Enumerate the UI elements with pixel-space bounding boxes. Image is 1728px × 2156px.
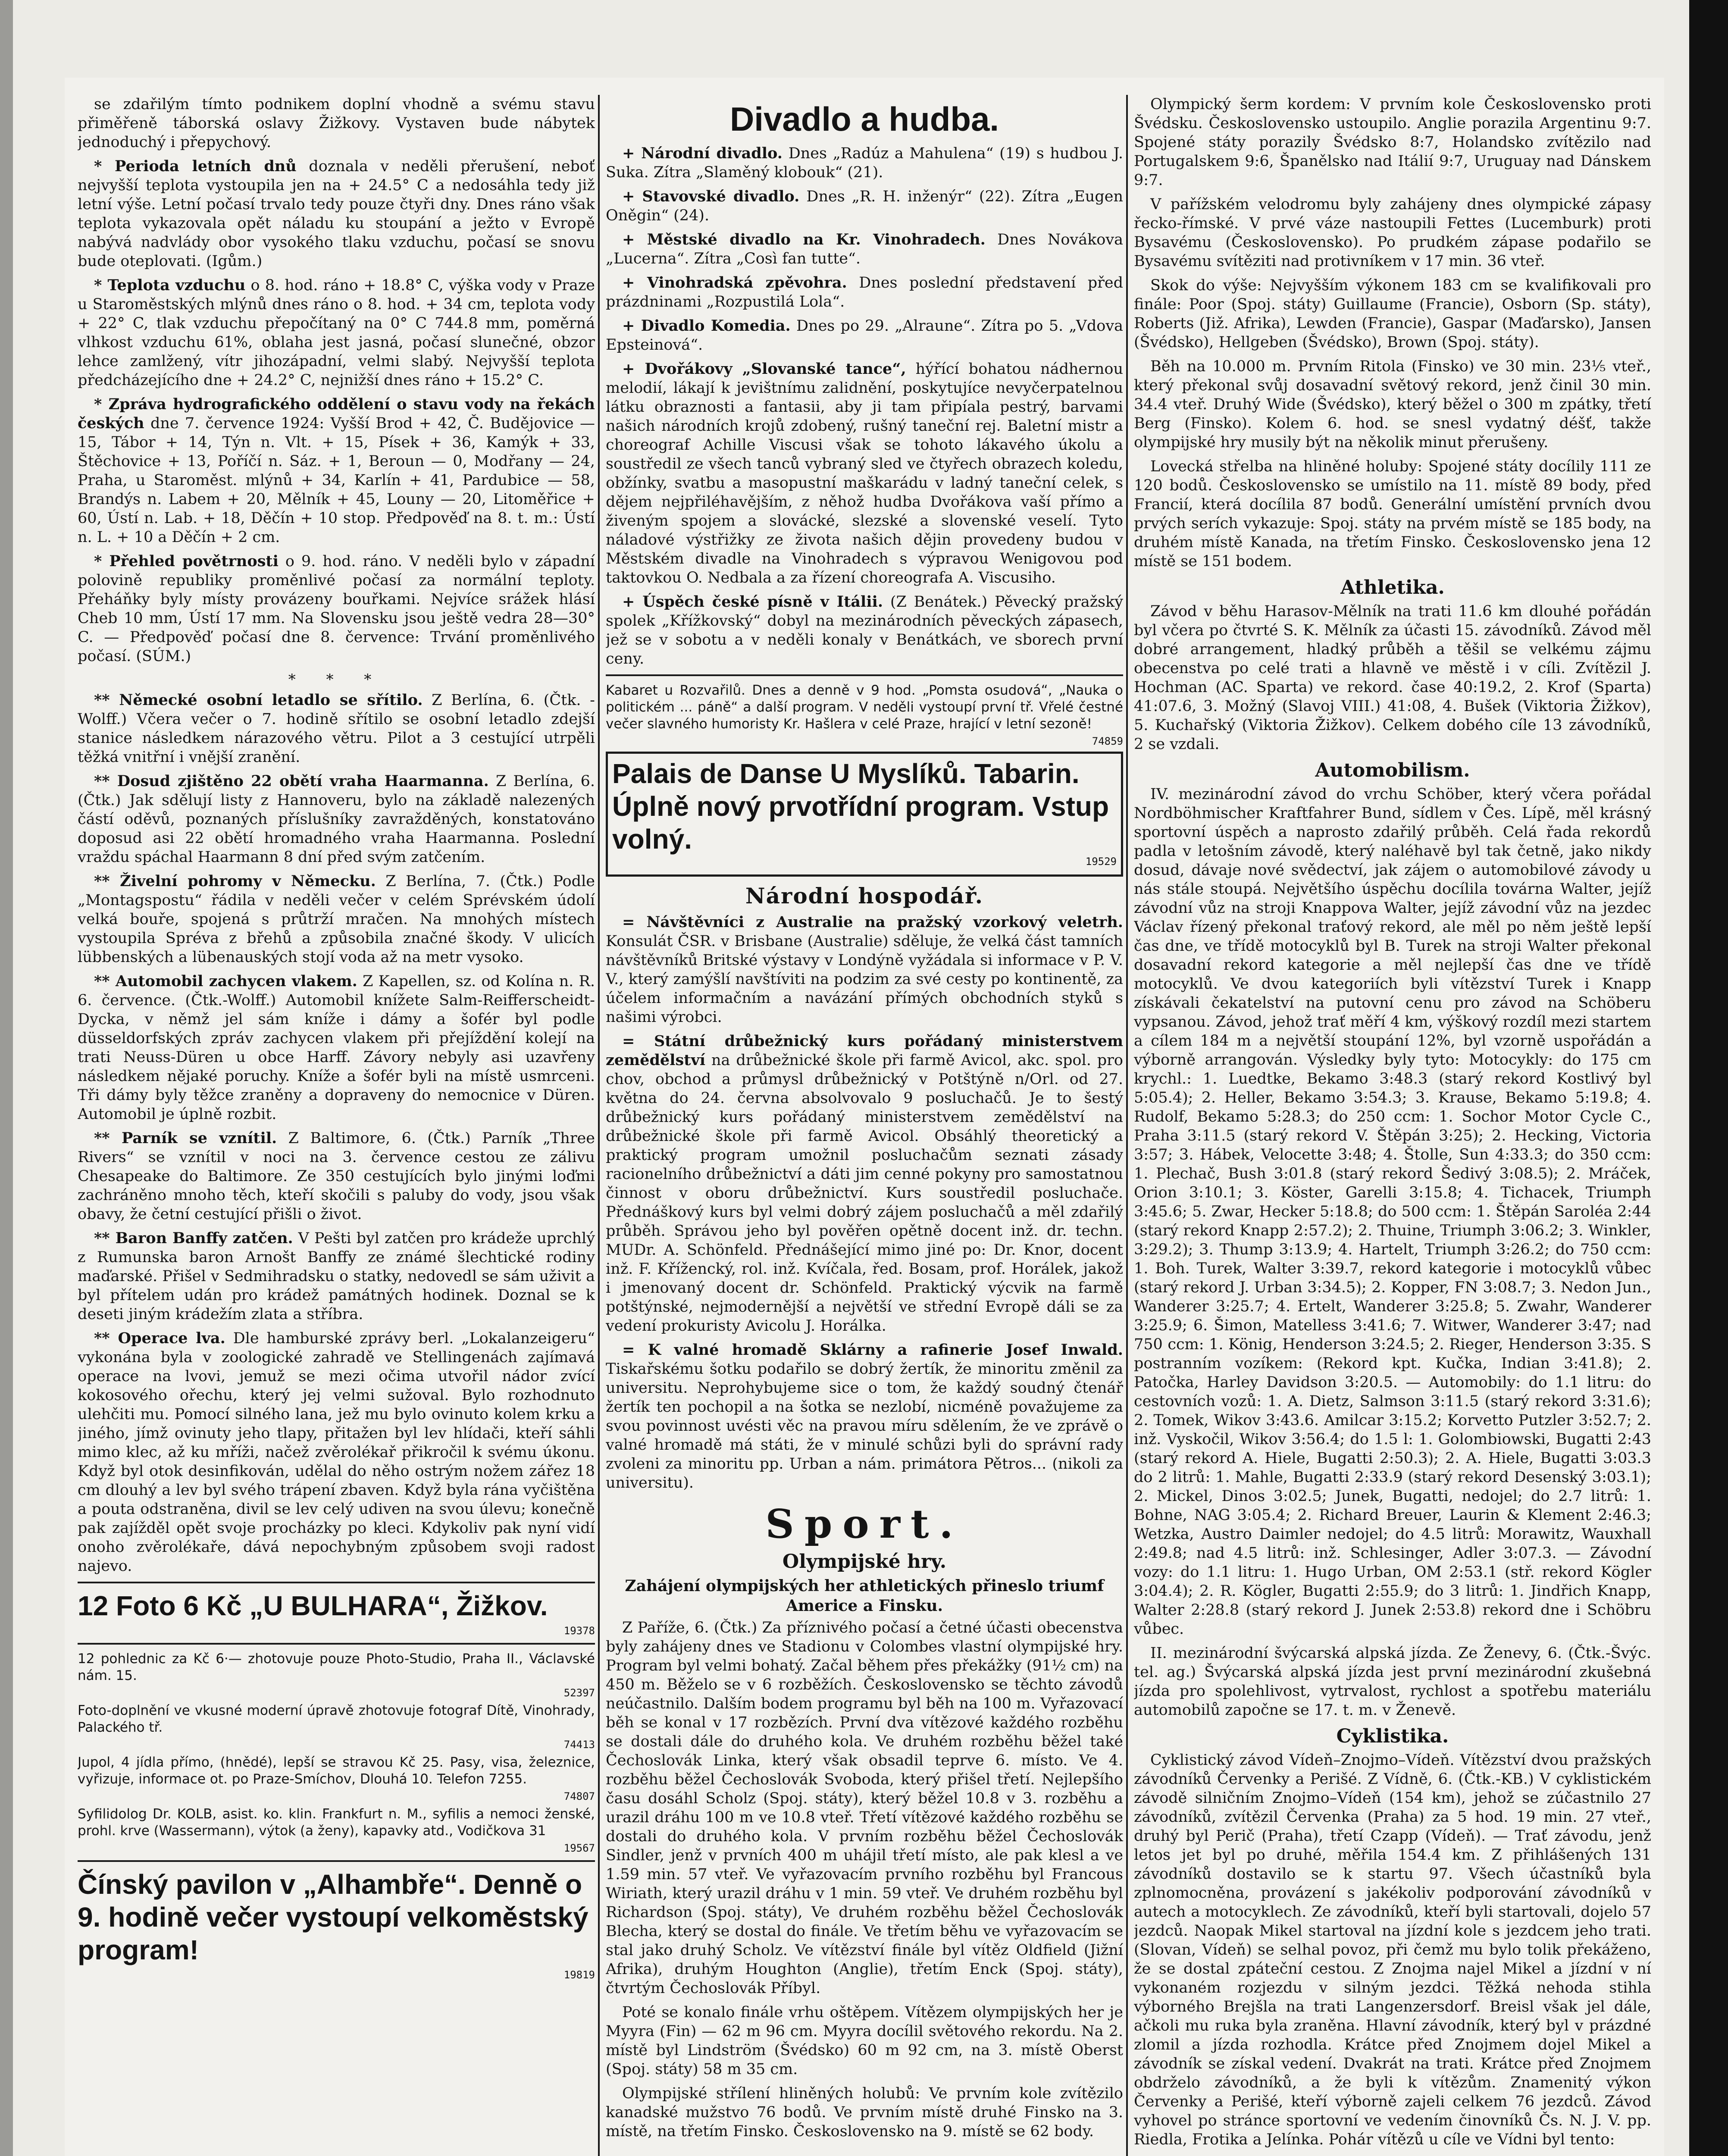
ad-palais-text: Palais de Danse U Myslíků. Tabarin. Úplně nový prvotřídní program. Vstup volný. <box>612 758 1109 855</box>
article-paragraph: * Přehled povětrnosti o 9. hod. ráno. V neděli bylo v západní polovině republiky proměnlivé počasí za normální teploty. Přeháňky byly místy provázeny bouřkami. Nejvíce srážek hlásí Cheb 10 mm, Ústí 17 mm. Na Slovensku jsou ještě vedra 28—30° C. — Předpověď počasí dne 8. července: Trvání proměnlivého počasí. (SÚM.) <box>78 552 595 665</box>
article-lead: ** Dosud zjištěno 22 obětí vraha Haarmanna. <box>94 772 489 790</box>
article-paragraph: ** Operace lva. Dle hamburské zprávy berl. „Lokalanzeigeru“ vykonána byla v zoologické zahradě ve Stellingenách zajímavá operace na lvovi, jemuž se mezi očima utvořil nádor zvící kokosového ořechu, který jej velmi sužoval. Bylo rozhodnuto ulehčiti mu. Pomocí silného lana, jež mu bylo ovinuto kolem krku a jiného, jímž ovinuty jeho tlapy, přitažen byl lev hlídači, kteří sáhli mimo klec, až ku mříži, načež zvěrolékař přikročil k svému úkonu. Když byl otok desinfikován, udělal do něho ostrým nožem zářez 18 cm dlouhý a lev byl svého trápení zbaven. Když byla rána vyčištěna a pouta odstraněna, divil se lev celý udiven na svou úlevu; konečně pak zajížděl opět svoje procházky po kleci. Kdykoliv pak nyní vidí onoho zvěrolékaře, dává nepochybným způsobem svoji radost najevo. <box>78 1329 595 1575</box>
article-lead: + Dvořákovy „Slovanské tance“, <box>622 360 906 378</box>
ad-jupol: Jupol, 4 jídla přímo, (hnědé), lepší se stravou Kč 25. Pasy, visa, železnice, vyřizuje, informace ot. po Praze-Smíchov, Dlouhá 10. Telefon 7255. <box>78 1755 595 1787</box>
article-lead: + Stavovské divadlo. <box>622 188 800 205</box>
article-paragraph: ** Automobil zachycen vlakem. Z Kapellen, sz. od Kolína n. R. 6. července. (Čtk.-Wolff.) Automobil knížete Salm-Reifferscheidt-Dycka, v němž jel sám kníže i dámy a šofér byl podle düsseldorfských zpráv zachycen vlakem při přejíždění kolejí na trati Neuss-Düren u obce Harff. Závory nebyly asi uzavřeny následkem nějaké poruchy. Kníže a šofér byli na místě usmrceni. Tři dámy byly těžce zraněny a dopraveny do nemocnice v Düren. Automobil je úplně rozbit. <box>78 972 595 1123</box>
article-paragraph: ** Německé osobní letadlo se sřítilo. Z Berlína, 6. (Čtk. - Wolff.) Včera večer o 7. hodině sřítilo se osobní letadlo zdejší stanice následkem nárazového větru. Pilot a 3 cestující utrpěli těžká vnitřní i vnější zranění. <box>78 691 595 766</box>
section-heading-sport: Sport. <box>765 1501 964 1547</box>
article-paragraph: V pařížském velodromu byly zahájeny dnes olympické zápasy řecko-římské. V prvé váze nastoupili Fettes (Lucemburk) proti Bysavému (Československo). Po prudkém zápase podařilo se Bysavému svítěziti nad protivníkem v 17 min. 36 vteř. <box>1134 196 1651 270</box>
article-lead: * Teplota vzduchu <box>94 276 246 294</box>
article-lead: + Národní divadlo. <box>622 144 783 162</box>
article-paragraph: + Národní divadlo. Dnes „Radúz a Mahulena“ (19) s hudbou J. Suka. Zítra „Slaměný klobouk“ (21). <box>606 144 1123 181</box>
article-lead: + Divadlo Komedia. <box>622 317 791 335</box>
article-lead: ** Automobil zachycen vlakem. <box>94 972 357 990</box>
article-paragraph: IV. mezinárodní závod do vrchu Schöber, který včera pořádal Nordböhmischer Kraftfahrer Bund, sídlem v Čes. Lípě, měl krásný sportovní úspěch a naprosto zdařilý průběh. Celá řada rekordů padla v letošním závodě, který naléhavě byl tak četně, jako nikdy dosud, dávaje nové svědectví, jak zájem o automobilové závody u nás stále stoupá. Největšího úspěchu docílila továrna Walter, jejíž závodní vůz na stroji Knappova Walter, jejíž závodní vůz na jezdec Václav řízený překonal traťový rekord, ale měl po něm ještě lepší čas dne, ve třídě motocyklů byl B. Turek na stroji Walter překonal dosavadní rekord kategorie a měl nejlepší čas dne ve třídě motocyklů. Ve dvou kategoriích byli vítězství Turek i Knapp získávali čekatelství na putovní cenu pro závod na Schöberu vypsanou. Závod, jehož trať měří 4 km, výškový rozdíl mezi startem a cílem 184 m a největší stoupání 12%, byl vzorně uspořádán a výborně arrangován. Výsledky byly tyto: Motocykly: do 175 cm krychl.: 1. Luedtke, Bekamo 3:48.3 (starý rekord Kostlivý byl 5:05.4); 2. Heller, Bekamo 3:54.3; 3. Krause, Bekamo 5:19.8; 4. Rudolf, Bekamo 5:28.3; do 250 ccm: 1. Sochor Motor Cycle C., Praha 3:11.5 (starý rekord V. Štěpán 3:25); 2. Hecking, Victoria 3:57; 3. Hábek, Velocette 3:48; 4. Štolle, Sun 4:33.3; do 350 ccm: 1. Plechač, Bush 3:01.8 (starý rekord Šedivý 3:08.5); 2. Mráček, Orion 3:10.1; 3. Köster, Garelli 3:15.8; 4. Tichacek, Triumph 3:45.6; 5. Zwar, Hecker 5:18.8; do 500 ccm: 1. Štěpán Saroléa 2:44 (starý rekord Knapp 2:57.2); 2. Thuine, Triumph 3:06.2; 3. Winkler, 3:29.2); 3. Thump 3:13.9; 4. Hartelt, Triumph 3:26.2; do 750 ccm: 1. Boh. Turek, Walter 3:39.7, rekord kategorie i motocyklů vůbec (starý rekord J. Urban 3:34.5); 2. Kopper, FN 3:08.7; 3. Nedon Jun., Wanderer 3:25.7; 4. Ertelt, Wanderer 3:25.8; 5. Zwahr, Wanderer 3:25.9; 6. Šimon, Matelless 3:41.6; 7. Witwer, Wanderer 3:47; nad 750 ccm: 1. König, Henderson 3:24.5; 2. Rieger, Henderson 3:35. S postranním vozíkem: (Rekord kpt. Kučka, Indian 3:41.8); 2. Patočka, Harley Davidson 3:20.5. — Automobily: do 1.1 litru: do cestovních vozů: 1. A. Dietz, Salmson 3:11.5 (starý rekord 3:31.6); 2. Tomek, Wikov 3:43.6. Amilcar 3:15.2; Korvetto Putzler 3:52.7; 2. inž. Vyskočil, Wikov 3:56.4; do 1.5 l: 1. Golombiowski, Bugatti 2:43 (starý rekord A. Hiele, Bugatti 2:50.3); 2. A. Hiele, Bugatti 3:03.3 do 2 litrů: 1. Mahle, Bugatti 2:33.9 (starý rekord Desenský 3:03.1); 2. Mickel, Dinos 3:02.5; Junek, Bugatti, nedojel; do 2.7 litrů: 1. Bohne, NAG 3:05.4; 2. Richard Breuer, Laurin & Klement 2:46.3; Wetzka, Austro Daimler nedojel; do 4.5 litrů: Morawitz, Wauxhall 2:49.8; nad 4.5 litrů: inž. Schlesinger, Adler 3:07.3. — Závodní vozy: do 1.1 litru: 1. Hugo Urban, OM 2:53.1 (stř. rekord Kögler 3:04.4); 2. R. Kögler, Bugatti 2:55.9; do 3 litrů: 1. Jindřich Knapp, Walter 2:28.8 (starý rekord J. Junek 2:53.8) rekord dne i Schöbru vůbec. <box>1134 786 1651 1638</box>
article-paragraph: Závod v běhu Harasov-Mělník na trati 11.6 km dlouhé pořádán byl včera po čtvrté S. K. Mělník za účasti 15. závodníků. Závod měl dobré arrangement, hladký průběh a těšil se velkému zájmu obecenstva po celé trati a hlavně ve městě i v cíli. Zvítězil J. Hochman (AC. Sparta) ve rekord. čase 40:19.2, 2. Krof (Sparta) 41:07.6, 3. Možný (Slavoj VIII.) 41:08, 4. Bušek (Viktoria Žižkov), 5. Kuchařský (Viktoria Žižkov). Celkem dobého cíle 13 závodníků, 2 se vzdali. <box>1134 603 1651 753</box>
article-paragraph: Lovecká střelba na hliněné holuby: Spojené státy docílily 111 ze 120 bodů. Československo se umístilo na 11. místě 89 body, před Francií, která docílila 87 bodů. Generální umístění prvních dvou prvých serích vykazuje: Spoj. státy na prvém místě se 185 body, na druhém místě Kanada, na třetím Finsko. Československo jena 12 místě se 151 bodem. <box>1134 458 1651 570</box>
article-lead: = Návštěvníci z Australie na pražský vzorkový veletrh. <box>622 913 1123 931</box>
article-paragraph: Olympijské střílení hliněných holubů: Ve prvním kole zvítězilo kanadské mužstvo 76 bodů. Ve prvním místě druhé Finsko na 3. místě, na třetím Finsko. Československo na 9. místě se 62 body. <box>606 2085 1123 2140</box>
subheading-olympijske-hry: Olympijské hry. <box>782 1551 947 1573</box>
divider <box>606 674 1123 676</box>
ad-pohlednice: 12 pohlednic za Kč 6·— zhotovuje pouze Photo-Studio, Praha II., Václavské nám. 15. <box>78 1651 595 1683</box>
article-paragraph: + Městské divadlo na Kr. Vinohradech. Dnes Novákova „Lucerna“. Zítra „Così fan tutte“. <box>606 231 1123 267</box>
article-paragraph: + Divadlo Komedia. Dnes po 29. „Alraune“. Zítra po 5. „Vdova Epsteinová“. <box>606 317 1123 354</box>
article-lead: ** Živelní pohromy v Německu. <box>94 872 376 890</box>
subheading-athletika: Athletika. <box>1340 577 1445 599</box>
scan-edge-right <box>1689 0 1728 2156</box>
article-lead: ** Baron Banffy zatčen. <box>94 1229 293 1247</box>
divider <box>78 1643 595 1645</box>
article-paragraph: se zdařilým tímto podnikem doplní vhodně a svému stavu přiměřeně táborská oslavy Žižkovy. Vystaven bude nábytek jednoduchý i přepychový. <box>78 96 595 151</box>
article-lead: + Vinohradská zpěvohra. <box>622 274 847 291</box>
article-paragraph: * Perioda letních dnů doznala v neděli přerušení, neboť nejvyšší teplota vystoupila jen na + 24.5° C a nedosáhla tedy již letní výše. Letní počasí trvalo tedy pouze čtyři dny. Dnes ráno však teplota vykazovala opět náladu ku stoupání a ježto v Evropě nabývá nadvlády obor vysokého tlaku vzduchu, počasí se snovu bude oteplovati. (Igům.) <box>78 157 595 270</box>
section-heading-narodni-hospodar: Národní hospodář. <box>745 883 984 909</box>
subheading-cyklistika: Cyklistika. <box>1336 1725 1449 1747</box>
ad-number: 19819 <box>563 1969 595 1981</box>
scan-edge-left <box>0 0 13 2156</box>
article-lead: + Úspěch české písně v Itálii. <box>622 593 883 611</box>
article-lead: = Státní drůbežnický kurs pořádaný ministerstvem zemědělství <box>606 1032 1123 1069</box>
article-lead: * Zpráva hydrografického oddělení o stavu vody na řekách českých <box>78 395 595 432</box>
section-heading-divadlo: Divadlo a hudba. <box>729 100 999 138</box>
article-lead: + Městské divadlo na Kr. Vinohradech. <box>622 231 986 248</box>
ad-kabaret: Kabaret u Rozvařilů. Dnes a denně v 9 hod. „Pomsta osudová“, „Nauka o politickém ... páně“ a další program. V neděli vystoupí první tř. Vřelé čestné večer slavného humoristy Kr. Hašlera v celé Praze, hrající v letní sezoně! <box>606 683 1123 732</box>
article-paragraph: Poté se konalo finále vrhu oštěpem. Vítězem olympijských her je Myyra (Fin) — 62 m 96 cm. Myyra docílil světového rekordu. Na 2. místě byl Lindström (Švédsko) 60 m 92 cm, na 3. místě Oberst (Spoj. státy) 58 m 35 cm. <box>606 2004 1123 2078</box>
ad-syfilidolog: Syfilidolog Dr. KOLB, asist. ko. klin. Frankfurt n. M., syfilis a nemoci ženské, prohl. krve (Wassermann), výtok (a ženy), kapavky atd., Vodičkova 31 <box>78 1806 595 1839</box>
ad-number: 74807 <box>563 1790 595 1802</box>
ad-number: 19529 <box>1085 856 1117 868</box>
article-lead: * Perioda letních dnů <box>94 157 297 175</box>
column-left <box>78 95 595 2156</box>
ad-foto-doplneni: Foto-doplnění ve vkusné moderní úpravě zhotovuje fotograf Dítě, Vinohrady, Palackého tř. <box>78 1703 595 1735</box>
article-paragraph: Olympický šerm kordem: V prvním kole Československo proti Švédsku. Československo ustoupilo. Anglie porazila Argentinu 9:7. Spojené státy porazily Švédsko 8:7, Holandsko zvítězilo nad Portugalskem 9:6, Španělsko nad Itálií 9:7, Uruguay nad Dánskem 9:7. <box>1134 96 1651 189</box>
ad-alhambra: Čínský pavilon v „Alhambře“. Denně o 9. hodině večer vystoupí velkoměstský program! <box>78 1869 589 1965</box>
ad-number: 19567 <box>563 1842 595 1854</box>
article-lead: ** Německé osobní letadlo se sřítilo. <box>94 691 423 709</box>
article-lead: ** Parník se vznítil. <box>94 1129 277 1147</box>
article-paragraph: = K valné hromadě Sklárny a rafinerie Josef Inwald. Tiskařskému šotku podařilo se dobrý žertík, že minoritu změnil za universitu. Neprohybujeme sice o tom, že každý soudný čtenář žertík ten pochopil a na šotka se nezlobí, nicméně považujeme za svou povinnost uvésti věc na pravou míru sdělením, že ve zprávě o valné hromadě má státi, že v minulé schůzi byli do správní rady zvoleni za minoritu pp. Urban a nám. primátora Pětros... (nikoli za universitu). <box>606 1341 1123 1492</box>
section-separator: * * * <box>288 671 385 688</box>
article-paragraph: Skok do výše: Nejvyšším výkonem 183 cm se kvalifikovali pro finále: Poor (Spoj. státy) Guillaume (Francie), Osborn (Sp. státy), Roberts (Již. Afrika), Lewden (Francie), Gaspar (Maďarsko), Jansen (Švédsko), Hellgeben (Švédsko), Brown (Spoj. státy). <box>1134 277 1651 351</box>
column-rule <box>598 95 600 2156</box>
article-paragraph: ** Parník se vznítil. Z Baltimore, 6. (Čtk.) Parník „Three Rivers“ se vznítil v noci na 3. července cestou ze zálivu Chesapeake do Baltimore. Ze 350 cestujících bylo jinými loďmi zachráněno mnoho těch, kteří skočili s paluby do vody, jsou však obavy, že četní cestující přišli o život. <box>78 1129 595 1223</box>
article-paragraph: * Teplota vzduchu o 8. hod. ráno + 18.8° C, výška vody v Praze u Staroměstských mlýnů dnes ráno o 8. hod. + 34 cm, teplota vody + 22° C, tlak vzduchu přepočítaný na 0° C 744.8 mm, poměrná vlhkost vzduchu 61%, oblaha jest jasná, počasí slunečné, obzor lehce zamlžený, vítr jihozápadní, velmi slabý. Nejvyšší teplota předcházejícího dne + 24.2° C, nejnižší dnes ráno + 15.2° C. <box>78 276 595 389</box>
newspaper-page <box>65 78 1664 2156</box>
article-paragraph: * Zpráva hydrografického oddělení o stavu vody na řekách českých dne 7. července 1924: Vyšší Brod + 42, Č. Budějovice — 15, Tábor + 14, Týn n. Vlt. + 15, Písek + 36, Kamýk + 33, Štěchovice + 13, Poříčí n. Sáz. + 1, Beroun — 0, Modřany — 24, Praha, u Staroměst. mlýnů + 34, Karlín + 41, Pardubice — 58, Brandýs n. Labem + 20, Mělník + 45, Louny — 20, Litoměřice + 60, Ústí n. Lab. + 18, Děčín + 10 stop. Předpověď na 8. t. m.: Ústí n. L. + 10 a Děčín + 2 cm. <box>78 395 595 546</box>
column-rule <box>1126 95 1128 2156</box>
article-paragraph: Z Paříže, 6. (Čtk.) Za příznivého počasí a četné účasti obecenstva byly zahájeny dnes ve Stadionu v Colombes vlastní olympijské hry. Program byl velmi bohatý. Začal během přes překážky (91½ cm) na 450 m. Běželo se v 6 rozběžích. Československo se těchto závodů neúčastnilo. Dalším bodem programu byl běh na 100 m. Vyřazovací běh se konal v 17 rozbězích. První dva vítězové každého rozběhu se dostali dále do druhého kola. Ve druhém rozběhu běžel také Čechoslovák Linka, který však obsadil teprve 6. místo. Ve 4. rozběhu běžel Čechoslovák Svoboda, který přišel třetí. Nejlepšího času dosáhl Scholz (Spoj. státy), který běžel 10.8 v 3. rozběhu a urazil dráhu 100 m ve 10.8 vteř. Třetí vítězové každého rozběhu se dostali do druhého kola. V prvním rozběhu běžel Čechoslovák Sindler, jenž v prvních 400 m uhájil třetí místo, ale pak klesl a ve 1.59 min. 57 vteř. Ve vyřazovacím prvního rozběhu byl Francous Wiriath, který urazil dráhu v 1 min. 59 vteř. Ve druhém rozběhu byl Richardson (Spoj. státy), Ve druhém rozběhu běžel Čechoslovák Blecha, který se dostal do finále. Ve třetím běhu ve vyřazovacím se stal jako druhý Scholz. Ve vítězství finále byl vítěz Oldfield (Jižní Afrika), druhým Houghton (Anglie), třetím Enck (Spoj. státy), čtvrtým Čechoslovák Příbyl. <box>606 1619 1123 1997</box>
ad-number: 74413 <box>563 1739 595 1751</box>
article-paragraph: + Dvořákovy „Slovanské tance“, hýřící bohatou nádhernou melodií, lákají k jevištnímu zalidnění, poskytujíce nevyčerpatelnou látku obraznosti a fantasii, aby ji tam připíala pestrý, barvami našich národních krojů zdobený, rušný taneční rej. Baletní mistr a choreograf Achille Viscusi však se tohoto lákavého úkolu a soustředil ze všech tanců vybraný sled ve čtyřech obrazech koledu, obžínky, svatbu a masopustní maškarádu v ladný taneční celek, s dějem nejpřiléhavějším, z něhož hudba Dvořákova vaší přímo a živeným spojem a slovácké, slezské a slovenské veselí. Tyto náladové výstřižky ze života našich dějin provedeny budou v Městském divadle na Vinohradech s výpravou Wenigovou pod taktovkou O. Nedbala a za řízení choreografa A. Viscusiho. <box>606 360 1123 586</box>
article-lead: ** Operace lva. <box>94 1329 225 1347</box>
article-paragraph: = Státní drůbežnický kurs pořádaný ministerstvem zemědělství na drůbežnické škole při farmě Avicol, akc. spol. pro chov, obchod a průmysl drůbežnický v Potštýně n/Orl. od 27. května do 24. června absolvovalo 9 posluchačů. Je to šestý drůbežnický kurs pořádaný ministerstvem zemědělství na drůbežnické škole při farmě Avicol. Obsáhlý theoretický a praktický program umožnil posluchačům seznati zásady racionelního drůbežnictví a dáti jim cenné pokyny pro samostatnou činnost v oboru drůbežnictví. Kurs soustředil posluchače. Přednáškový kurs byl velmi dobrý zájem posluchačů a měl zdařilý průběh. Správou jeho byl pověřen opětně docent inž. dr. techn. MUDr. A. Schönfeld. Přednášející mimo jiné po: Dr. Knor, docent inž. F. Křížencký, rol. inž. Kvíčala, řed. Bosam, prof. Horálek, jakož i jmenovaný docent dr. Schönfeld. Praktický výcvik na farmě potštýnské, nejmodernější a největší ve střední Evropě dáli se za vedení prokuristy Avicolu J. Horálka. <box>606 1032 1123 1335</box>
article-paragraph: ** Živelní pohromy v Německu. Z Berlína, 7. (Čtk.) Podle „Montagspostu“ řádila v neděli večer v celém Sprévském údolí velká bouře, spojená s průtrží mračen. Na mnohých místech vystoupila Spréva z břehů a způsobila značné škody. V ulicích lübbenských a lübenauských stojí voda až na metr vysoko. <box>78 872 595 966</box>
article-lead: = K valné hromadě Sklárny a rafinerie Josef Inwald. <box>622 1341 1123 1359</box>
divider <box>78 1860 595 1862</box>
column-middle <box>606 95 1123 2156</box>
article-paragraph: ** Dosud zjištěno 22 obětí vraha Haarmanna. Z Berlína, 6. (Čtk.) Jak sdělují listy z Hannoveru, bylo na základě nalezených částí oděvů, poznaných příslušníky zavražděných, konstatováno doposud asi 22 obětí hromadného vraha Haarmanna. Poslední vraždu spáchal Haarmann 8 dní před svým zatčením. <box>78 772 595 866</box>
ad-palais-de-danse <box>606 752 1123 877</box>
ad-number: 19378 <box>563 1625 595 1637</box>
article-lead: * Přehled povětrnosti <box>94 552 279 570</box>
article-paragraph: ** Baron Banffy zatčen. V Pešti byl zatčen pro krádeže uprchlý z Rumunska baron Arnošt Banffy ze známé šlechtické rodiny maďarské. Přišel v Sedmihradsku o statky, nedovedl se sám uživit a byl přítelem udán pro krádež památných hodinek. Doznal se k deseti jiným krádežím zlata a stříbra. <box>78 1229 595 1323</box>
subheading-zahajeni: Zahájení olympijských her athletických přineslo triumf Americe a Finsku. <box>625 1577 1104 1615</box>
article-paragraph: + Stavovské divadlo. Dnes „R. H. inženýr“ (22). Zítra „Eugen Oněgin“ (24). <box>606 188 1123 224</box>
article-paragraph: Běh na 10.000 m. Prvním Ritola (Finsko) ve 30 min. 23⅕ vteř., který překonal svůj dosavadní světový rekord, jenž činil 30 min. 34.4 vteř. Druhý Wide (Švédsko), který běžel o 300 m zpátky, třetí Berg (Finsko). Kolem 6. hod. se snesl vydatný déšť, takže olympijské hry musily být na několik minut přerušeny. <box>1134 358 1651 451</box>
ad-foto-bulhara: 12 Foto 6 Kč „U BULHARA“, Žižkov. <box>78 1590 548 1621</box>
article-paragraph: Cyklistický závod Vídeň–Znojmo–Vídeň. Vítězství dvou pražských závodníků Červenky a Perišé. Z Vídně, 6. (Čtk.-KB.) V cyklistickém závodě silničním Znojmo–Vídeň (154 km), jehož se zúčastnilo 27 závodníků, zvítězil Červenka (Praha) za 5 hod. 19 min. 27 vteř., druhý byl Perič (Praha), třetí Czapp (Vídeň). — Trať závodu, jenž letos jet byl po druhé, měřila 154.4 km. Z přihlášených 131 závodníků dostavilo se k startu 97. Všech účastníků byla zplnomocněna, provázení s jakékoliv podporování závodníků v autech a motocyklech. Ze závodníků, kteří byli startovali, dojelo 57 jezdců. Naopak Mikel startoval na jízdní kole s jezdcem jeho trati. (Slovan, Vídeň) se selhal povoz, při čemž mu bylo tolik překáženo, že se dostal zpáteční cestou. Z Znojma najel Mikel a jízdní v ní vykonaném rozjezdu v silným jezdci. Těžká nehoda stihla výborného Brejšla na trati Langenzersdorf. Breisl však jel dále, ačkoli mu ruka byla zraněna. Hlavní závodník, který byl v prázdné zlomil a jízda rozhodla. Krátce před Znojmem dojel Mikel a závodník se získal vedení. Dvakrát na trati. Krátce před Znojmem obdrželo závodníků, a že byli k vítězům. Znamenitý výkon Červenky a Perišé, kteří výborně zajeli celkem 76 jezdců. Závod vyhovel po stránce sportovní ve vedením činovníků Čs. N. J. V. pp. Riedla, Frotika a Jelínka. Pohár vítězů u cíle ve Vídni byl tento: <box>1134 1752 1651 2148</box>
article-paragraph: II. mezinárodní švýcarská alpská jízda. Ze Ženevy, 6. (Čtk.-Švýc. tel. ag.) Švýcarská alpská jízda jest první mezinárodní zkušebná jízda pro spolehlivost, vytrvalost, rychlost a spotřebu materiálu automobilů započne se 17. t. m. v Ženevě. <box>1134 1645 1651 1719</box>
ad-number: 74859 <box>1092 735 1123 747</box>
column-right <box>1134 95 1651 2156</box>
article-paragraph: = Návštěvníci z Australie na pražský vzorkový veletrh. Konsulát ČSR. v Brisbane (Australie) sděluje, že velká část tamních návštěvníků Britské výstavy v Londýně vyžádala si informace v P. V. V., který zamýšlí navštíviti na podzim za své cesty po kontinentě, za účelem informačním a navázání přímých obchodních styků s našimi výrobci. <box>606 913 1123 1026</box>
divider <box>78 1582 595 1583</box>
subheading-automobilism: Automobilism. <box>1315 759 1470 781</box>
article-paragraph: + Úspěch české písně v Itálii. (Z Benátek.) Pěvecký pražský spolek „Křížkovský“ dobyl na mezinárodních pěveckých zápasech, jež se v sobotu a v neděli konaly v Benátkách, ve sborech první ceny. <box>606 593 1123 667</box>
article-paragraph: + Vinohradská zpěvohra. Dnes poslední představení před prázdninami „Rozpustilá Lola“. <box>606 274 1123 310</box>
ad-number: 52397 <box>563 1687 595 1699</box>
